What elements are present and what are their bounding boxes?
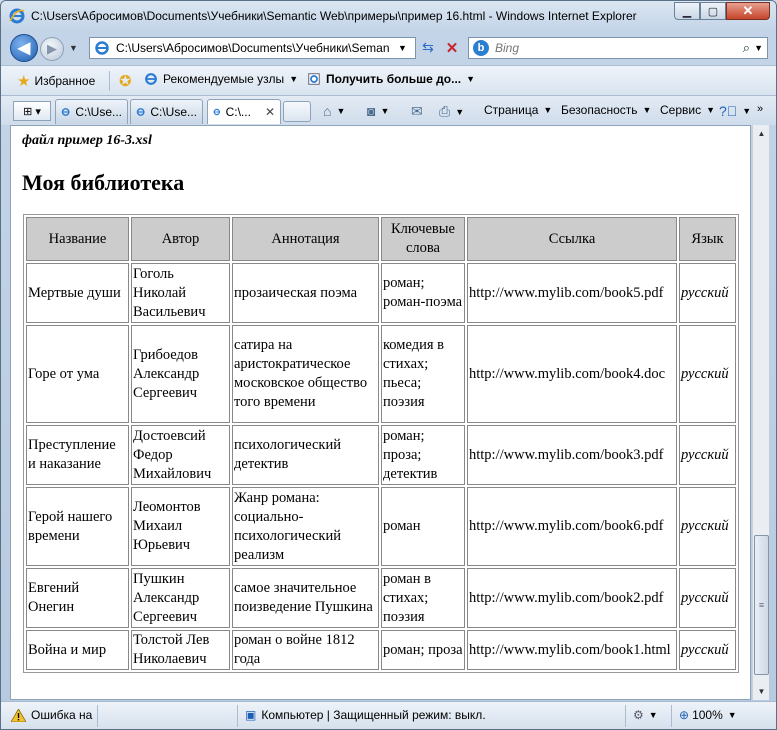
chevron-down-icon: ▼ [543, 105, 553, 115]
title-bar [1, 1, 776, 31]
grid-icon: ⊞ ▾ [23, 105, 41, 118]
printer-icon: ⎙ [439, 103, 451, 119]
cell-author: Пушкин Александр Сергеевич [131, 568, 230, 628]
ie-page-icon [136, 105, 145, 119]
security-menu-label: Безопасность [561, 103, 638, 117]
cell-keywords: роман; проза; детектив [381, 425, 465, 485]
ie-page-icon [61, 105, 70, 119]
favorites-label: Избранное [34, 74, 96, 88]
more-commands-icon[interactable]: » [757, 103, 764, 115]
cell-link[interactable]: http://www.mylib.com/book5.pdf [467, 263, 677, 323]
help-icon: ?⃝ [719, 103, 738, 119]
divider [109, 71, 110, 91]
zoom-level: 100% [692, 708, 723, 722]
cell-link[interactable]: http://www.mylib.com/book2.pdf [467, 568, 677, 628]
cell-language: русский [679, 263, 736, 323]
close-button[interactable]: ✕ [726, 2, 770, 20]
home-button[interactable] [323, 103, 345, 119]
cell-annotation: сатира на аристократическое московское общество того времени [232, 325, 379, 423]
header-link: Ссылка [467, 217, 677, 261]
header-title: Название [26, 217, 129, 261]
vertical-scrollbar[interactable] [752, 125, 769, 700]
star-icon: ★ [17, 73, 31, 90]
addons-icon [307, 72, 321, 86]
cell-author: Леомонтов Михаил Юрьевич [131, 487, 230, 566]
rss-icon: ◙ [367, 103, 376, 119]
table-row [26, 568, 736, 628]
zoom-button[interactable] [679, 708, 737, 722]
history-dropdown-icon[interactable]: ▼ [69, 43, 78, 53]
tab-3-active[interactable] [207, 99, 281, 124]
table-row [26, 487, 736, 566]
stop-icon[interactable]: ✕ [445, 40, 459, 57]
warning-icon [11, 709, 26, 722]
recommended-sites-label: Рекомендуемые узлы [163, 72, 285, 86]
favorites-bar [1, 65, 776, 95]
cell-title: Война и мир [26, 630, 129, 670]
tools-menu-label: Сервис [660, 103, 702, 117]
home-icon: ⌂ [323, 103, 332, 119]
security-zone[interactable] [245, 708, 486, 722]
chevron-down-icon: ▼ [742, 106, 752, 116]
get-more-addons-label: Получить больше до... [326, 72, 462, 86]
cell-author: Толстой Лев Николаевич [131, 630, 230, 670]
file-name: файл пример 16-3.xsl [22, 133, 152, 148]
ie-logo-icon [9, 8, 25, 24]
chevron-down-icon: ▼ [706, 105, 716, 115]
cell-author: Достоевсий Федор Михайлович [131, 425, 230, 485]
recommended-sites-link[interactable] [144, 72, 298, 86]
window-controls [674, 2, 770, 20]
tab-2[interactable] [130, 99, 203, 124]
cell-annotation: Жанр романа: социально-психологический реализм [232, 487, 379, 566]
add-favorite-button[interactable] [119, 72, 136, 90]
scroll-down-icon[interactable]: ▼ [757, 687, 766, 696]
tab-1-label: C:\Use... [75, 105, 122, 119]
page-menu[interactable] [484, 103, 552, 117]
cell-language: русский [679, 630, 736, 670]
page-menu-label: Страница [484, 103, 539, 117]
cell-author: Гоголь Николай Васильевич [131, 263, 230, 323]
cell-link[interactable]: http://www.mylib.com/book3.pdf [467, 425, 677, 485]
get-more-addons-link[interactable] [307, 72, 475, 86]
chevron-down-icon: ▼ [289, 74, 299, 84]
tools-menu[interactable] [660, 103, 715, 117]
scroll-up-icon[interactable]: ▲ [757, 129, 766, 138]
feeds-button[interactable] [367, 103, 389, 119]
divider [237, 705, 238, 727]
navigation-bar [1, 31, 776, 65]
add-favorite-icon: ✪ [119, 73, 132, 90]
page-icon [94, 40, 110, 56]
help-button[interactable] [719, 103, 751, 119]
table-row [26, 425, 736, 485]
cell-keywords: комедия в стихах; пьеса; поэзия [381, 325, 465, 423]
cell-language: русский [679, 487, 736, 566]
search-icon[interactable]: ⌕ [742, 40, 751, 55]
tab-2-label: C:\Use... [150, 105, 197, 119]
refresh-icon[interactable]: ⇆ [422, 39, 434, 55]
privacy-button[interactable] [633, 708, 658, 722]
error-text: Ошибка на [31, 708, 93, 722]
cell-annotation: роман о войне 1812 года [232, 630, 379, 670]
cell-title: Преступление и наказание [26, 425, 129, 485]
chevron-down-icon: ▼ [642, 105, 652, 115]
table-row [26, 325, 736, 423]
cell-keywords: роман в стихах; поэзия [381, 568, 465, 628]
divider [97, 705, 98, 727]
computer-icon: ▣ [245, 708, 257, 722]
tab-bar [1, 95, 776, 125]
cell-annotation: психологический детектив [232, 425, 379, 485]
bing-icon: b [473, 40, 489, 56]
cell-link[interactable]: http://www.mylib.com/book1.html [467, 630, 677, 670]
cell-annotation: самое значительное поизведение Пушкина [232, 568, 379, 628]
forward-button[interactable]: ▶ [40, 37, 64, 61]
table-row [26, 263, 736, 323]
chevron-down-icon: ▼ [380, 106, 390, 116]
cell-keywords: роман [381, 487, 465, 566]
cell-title: Герой нашего времени [26, 487, 129, 566]
print-button[interactable] [439, 103, 464, 120]
cell-author: Грибоедов Александр Сергеевич [131, 325, 230, 423]
cell-keywords: роман; роман-поэма [381, 263, 465, 323]
table-header-row [26, 217, 736, 261]
header-keywords: Ключевые слова [381, 217, 465, 261]
cell-keywords: роман; проза [381, 630, 465, 670]
page-content [10, 125, 751, 700]
cell-title: Мертвые души [26, 263, 129, 323]
mail-icon: ✉ [411, 103, 423, 119]
header-author: Автор [131, 217, 230, 261]
table-row [26, 630, 736, 670]
cell-link[interactable]: http://www.mylib.com/book4.doc [467, 325, 677, 423]
ie-page-icon [213, 105, 221, 119]
maximize-button[interactable]: ▢ [700, 2, 726, 20]
zone-text: Компьютер | Защищенный режим: выкл. [261, 708, 486, 722]
back-button[interactable]: ◀ [10, 34, 38, 62]
cell-language: русский [679, 325, 736, 423]
chevron-down-icon: ▼ [455, 106, 465, 117]
tab-1[interactable] [55, 99, 128, 124]
chevron-down-icon: ▼ [466, 74, 476, 84]
cell-link[interactable]: http://www.mylib.com/book6.pdf [467, 487, 677, 566]
security-menu[interactable] [561, 103, 651, 117]
chevron-down-icon: ▼ [648, 710, 658, 720]
address-bar[interactable] [89, 37, 416, 59]
divider [671, 705, 672, 727]
minimize-button[interactable]: ▁ [674, 2, 700, 20]
cell-title: Горе от ума [26, 325, 129, 423]
tab-3-label: C:\... [225, 105, 251, 119]
search-box[interactable] [468, 37, 768, 59]
library-table [23, 214, 739, 673]
zoom-icon: ⊕ [679, 708, 690, 722]
divider [625, 705, 626, 727]
search-dropdown-icon[interactable]: ▼ [754, 43, 763, 53]
quick-tabs-button[interactable] [13, 101, 51, 121]
new-tab-button[interactable] [283, 101, 311, 122]
error-indicator[interactable] [11, 708, 92, 722]
chevron-down-icon: ▼ [336, 106, 346, 116]
page-title: Моя библиотека [22, 170, 185, 195]
close-tab-icon[interactable]: ✕ [264, 105, 275, 119]
window-title: C:\Users\Абросимов\Documents\Учебники\Semantic Web\примеры\пример 16.html - Windows Internet Explorer [31, 9, 637, 23]
search-input[interactable] [495, 41, 715, 55]
header-language: Язык [679, 217, 736, 261]
privacy-icon: ⚙ [633, 708, 644, 722]
scroll-thumb[interactable]: ≡ [754, 535, 769, 675]
cell-language: русский [679, 425, 736, 485]
chevron-down-icon: ▼ [727, 710, 737, 720]
mail-button[interactable] [411, 103, 423, 120]
cell-annotation: прозаическая поэма [232, 263, 379, 323]
ie-page-icon [144, 72, 158, 86]
cell-title: Евгений Онегин [26, 568, 129, 628]
favorites-button[interactable] [17, 72, 95, 90]
cell-language: русский [679, 568, 736, 628]
header-annotation: Аннотация [232, 217, 379, 261]
address-input[interactable]: C:\Users\Абросимов\Documents\Учебники\Seman [116, 41, 390, 55]
address-dropdown-icon[interactable]: ▼ [398, 43, 407, 53]
status-bar [1, 701, 776, 729]
